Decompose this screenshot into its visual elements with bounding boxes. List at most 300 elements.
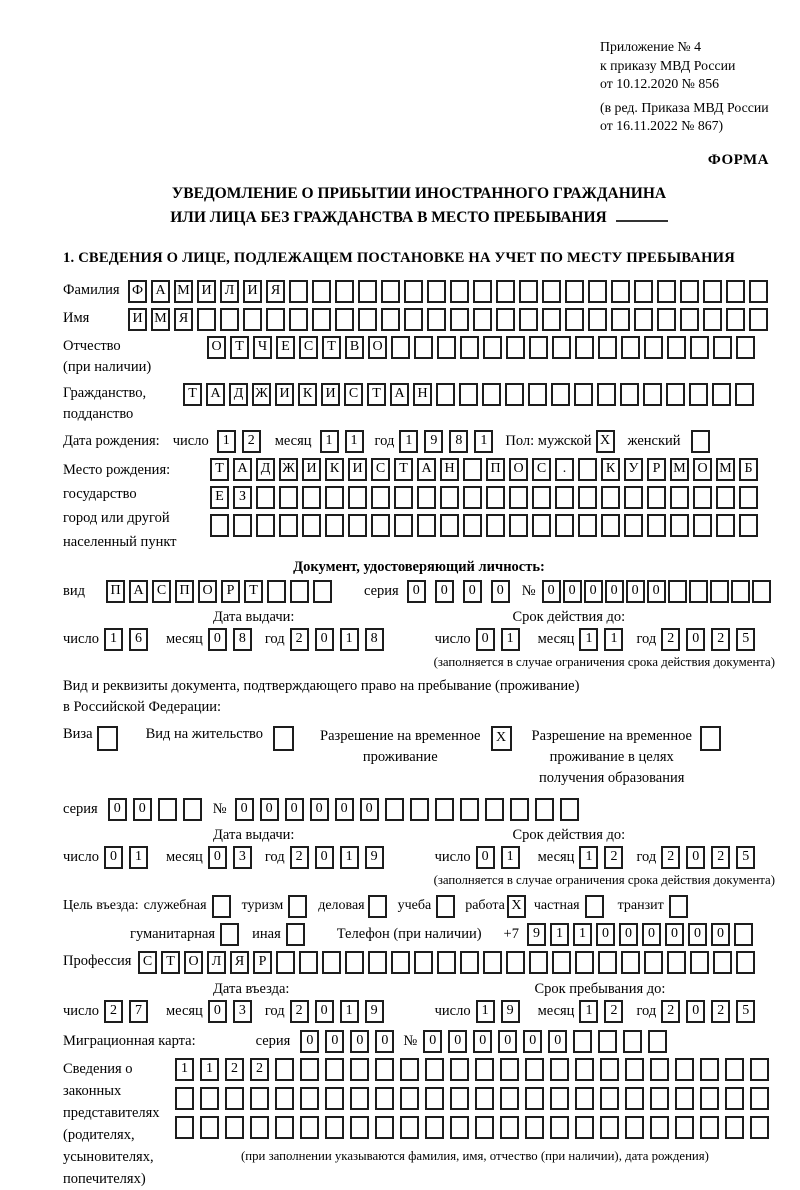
char-cell[interactable] [300, 1058, 319, 1081]
char-cell[interactable]: О [693, 458, 712, 481]
char-cell[interactable] [375, 1087, 394, 1110]
char-cell[interactable] [550, 1116, 569, 1139]
char-cell[interactable] [400, 1058, 419, 1081]
char-cell[interactable]: 0 [315, 628, 334, 651]
char-cell[interactable] [574, 383, 593, 406]
char-cell[interactable] [597, 383, 616, 406]
char-cell[interactable]: А [390, 383, 409, 406]
char-cell[interactable] [463, 486, 482, 509]
char-cell[interactable] [440, 486, 459, 509]
char-cell[interactable] [463, 458, 482, 481]
char-cell[interactable] [725, 1058, 744, 1081]
char-cell[interactable] [427, 280, 446, 303]
char-cell[interactable]: 2 [290, 1000, 309, 1023]
char-cell[interactable] [565, 308, 584, 331]
char-cell[interactable] [725, 1116, 744, 1139]
char-cell[interactable]: О [207, 336, 226, 359]
char-cell[interactable] [348, 514, 367, 537]
char-cell[interactable]: Я [174, 308, 193, 331]
char-cell[interactable] [689, 580, 708, 603]
char-cell[interactable]: К [601, 458, 620, 481]
char-cell[interactable] [713, 951, 732, 974]
char-cell[interactable]: 1 [501, 846, 520, 869]
char-cell[interactable] [575, 1087, 594, 1110]
char-cell[interactable]: Т [322, 336, 341, 359]
char-cell[interactable] [500, 1058, 519, 1081]
char-cell[interactable]: А [151, 280, 170, 303]
char-cell[interactable] [725, 1087, 744, 1110]
char-cell[interactable]: 1 [340, 1000, 359, 1023]
char-cell[interactable] [647, 514, 666, 537]
char-cell[interactable] [450, 280, 469, 303]
char-cell[interactable] [267, 580, 286, 603]
char-cell[interactable]: 0 [463, 580, 482, 603]
char-cell[interactable] [693, 514, 712, 537]
char-cell[interactable] [529, 951, 548, 974]
char-cell[interactable]: 0 [596, 923, 615, 946]
char-cell[interactable]: 1 [550, 923, 569, 946]
char-cell[interactable] [588, 280, 607, 303]
char-cell[interactable] [506, 336, 525, 359]
char-cell[interactable] [552, 336, 571, 359]
char-cell[interactable] [381, 308, 400, 331]
char-cell[interactable] [375, 1058, 394, 1081]
char-cell[interactable]: X [596, 430, 615, 453]
char-cell[interactable]: X [491, 726, 512, 751]
char-cell[interactable] [450, 1058, 469, 1081]
char-cell[interactable] [519, 280, 538, 303]
char-cell[interactable] [200, 1087, 219, 1110]
char-cell[interactable]: 1 [579, 846, 598, 869]
char-cell[interactable] [506, 951, 525, 974]
char-cell[interactable]: Т [244, 580, 263, 603]
char-cell[interactable] [225, 1116, 244, 1139]
char-cell[interactable]: 5 [736, 1000, 755, 1023]
char-cell[interactable]: Т [183, 383, 202, 406]
char-cell[interactable]: . [555, 458, 574, 481]
char-cell[interactable] [350, 1087, 369, 1110]
char-cell[interactable] [289, 280, 308, 303]
char-cell[interactable] [624, 514, 643, 537]
char-cell[interactable] [668, 580, 687, 603]
char-cell[interactable] [266, 308, 285, 331]
char-cell[interactable] [500, 1087, 519, 1110]
char-cell[interactable] [325, 514, 344, 537]
char-cell[interactable]: С [344, 383, 363, 406]
char-cell[interactable] [670, 514, 689, 537]
char-cell[interactable] [460, 336, 479, 359]
char-cell[interactable] [666, 383, 685, 406]
char-cell[interactable]: 1 [345, 430, 364, 453]
char-cell[interactable] [394, 486, 413, 509]
char-cell[interactable] [525, 1087, 544, 1110]
char-cell[interactable]: К [298, 383, 317, 406]
char-cell[interactable]: 2 [242, 430, 261, 453]
char-cell[interactable] [578, 486, 597, 509]
char-cell[interactable] [220, 308, 239, 331]
char-cell[interactable]: Я [266, 280, 285, 303]
char-cell[interactable]: О [509, 458, 528, 481]
char-cell[interactable] [643, 383, 662, 406]
char-cell[interactable]: 0 [647, 580, 666, 603]
char-cell[interactable]: 0 [285, 798, 304, 821]
char-cell[interactable] [475, 1058, 494, 1081]
char-cell[interactable] [404, 280, 423, 303]
char-cell[interactable]: X [507, 895, 526, 918]
char-cell[interactable] [256, 514, 275, 537]
char-cell[interactable]: 0 [542, 580, 561, 603]
char-cell[interactable] [565, 280, 584, 303]
char-cell[interactable]: 8 [233, 628, 252, 651]
char-cell[interactable] [312, 280, 331, 303]
char-cell[interactable]: Ф [128, 280, 147, 303]
char-cell[interactable]: А [233, 458, 252, 481]
char-cell[interactable]: Б [739, 458, 758, 481]
char-cell[interactable] [473, 280, 492, 303]
char-cell[interactable] [325, 486, 344, 509]
char-cell[interactable] [414, 336, 433, 359]
char-cell[interactable] [425, 1116, 444, 1139]
char-cell[interactable] [158, 798, 177, 821]
char-cell[interactable]: 2 [661, 1000, 680, 1023]
char-cell[interactable] [436, 383, 455, 406]
char-cell[interactable] [437, 951, 456, 974]
char-cell[interactable] [690, 951, 709, 974]
char-cell[interactable]: П [106, 580, 125, 603]
char-cell[interactable]: 1 [579, 1000, 598, 1023]
char-cell[interactable] [542, 280, 561, 303]
char-cell[interactable]: 0 [476, 846, 495, 869]
char-cell[interactable]: 0 [686, 628, 705, 651]
char-cell[interactable] [500, 1116, 519, 1139]
char-cell[interactable] [726, 308, 745, 331]
char-cell[interactable]: Р [221, 580, 240, 603]
char-cell[interactable] [690, 336, 709, 359]
char-cell[interactable]: 1 [200, 1058, 219, 1081]
char-cell[interactable]: 0 [104, 846, 123, 869]
char-cell[interactable] [736, 336, 755, 359]
char-cell[interactable]: 1 [129, 846, 148, 869]
char-cell[interactable] [675, 1087, 694, 1110]
char-cell[interactable] [286, 923, 305, 946]
char-cell[interactable]: Д [256, 458, 275, 481]
char-cell[interactable]: Т [161, 951, 180, 974]
char-cell[interactable] [212, 895, 231, 918]
char-cell[interactable]: 2 [104, 1000, 123, 1023]
char-cell[interactable] [712, 383, 731, 406]
char-cell[interactable] [749, 308, 768, 331]
char-cell[interactable]: 0 [711, 923, 730, 946]
char-cell[interactable] [345, 951, 364, 974]
char-cell[interactable]: 0 [407, 580, 426, 603]
char-cell[interactable] [611, 280, 630, 303]
char-cell[interactable]: 5 [736, 846, 755, 869]
char-cell[interactable] [525, 1058, 544, 1081]
char-cell[interactable] [302, 514, 321, 537]
char-cell[interactable] [532, 486, 551, 509]
char-cell[interactable] [243, 308, 262, 331]
char-cell[interactable] [555, 486, 574, 509]
char-cell[interactable]: 9 [365, 846, 384, 869]
char-cell[interactable] [525, 1116, 544, 1139]
char-cell[interactable]: П [486, 458, 505, 481]
char-cell[interactable] [644, 336, 663, 359]
char-cell[interactable]: 0 [360, 798, 379, 821]
char-cell[interactable]: А [129, 580, 148, 603]
char-cell[interactable] [425, 1087, 444, 1110]
char-cell[interactable] [460, 798, 479, 821]
char-cell[interactable]: 9 [424, 430, 443, 453]
char-cell[interactable] [200, 1116, 219, 1139]
char-cell[interactable] [233, 514, 252, 537]
char-cell[interactable]: 0 [310, 798, 329, 821]
char-cell[interactable]: 0 [335, 798, 354, 821]
char-cell[interactable]: Ж [279, 458, 298, 481]
char-cell[interactable] [716, 486, 735, 509]
char-cell[interactable] [276, 951, 295, 974]
char-cell[interactable] [313, 580, 332, 603]
char-cell[interactable]: 2 [711, 1000, 730, 1023]
char-cell[interactable]: С [371, 458, 390, 481]
char-cell[interactable] [752, 580, 771, 603]
char-cell[interactable] [273, 726, 294, 751]
char-cell[interactable] [670, 486, 689, 509]
char-cell[interactable] [348, 486, 367, 509]
char-cell[interactable]: 1 [320, 430, 339, 453]
char-cell[interactable] [700, 1087, 719, 1110]
char-cell[interactable] [391, 336, 410, 359]
char-cell[interactable] [427, 308, 446, 331]
char-cell[interactable] [624, 486, 643, 509]
char-cell[interactable]: 0 [315, 1000, 334, 1023]
char-cell[interactable] [601, 486, 620, 509]
char-cell[interactable]: 0 [300, 1030, 319, 1053]
char-cell[interactable] [700, 726, 721, 751]
char-cell[interactable]: 2 [225, 1058, 244, 1081]
char-cell[interactable] [371, 514, 390, 537]
char-cell[interactable]: Р [647, 458, 666, 481]
char-cell[interactable] [475, 1116, 494, 1139]
char-cell[interactable]: Я [230, 951, 249, 974]
char-cell[interactable] [713, 336, 732, 359]
char-cell[interactable]: 0 [325, 1030, 344, 1053]
char-cell[interactable]: 8 [449, 430, 468, 453]
char-cell[interactable] [463, 514, 482, 537]
char-cell[interactable]: 0 [584, 580, 603, 603]
char-cell[interactable]: 0 [548, 1030, 567, 1053]
char-cell[interactable]: У [624, 458, 643, 481]
char-cell[interactable] [482, 383, 501, 406]
char-cell[interactable]: М [151, 308, 170, 331]
char-cell[interactable] [394, 514, 413, 537]
char-cell[interactable] [404, 308, 423, 331]
char-cell[interactable]: 0 [523, 1030, 542, 1053]
char-cell[interactable]: 0 [563, 580, 582, 603]
char-cell[interactable] [601, 514, 620, 537]
char-cell[interactable] [625, 1116, 644, 1139]
char-cell[interactable] [650, 1087, 669, 1110]
char-cell[interactable]: 8 [365, 628, 384, 651]
char-cell[interactable]: М [174, 280, 193, 303]
char-cell[interactable] [414, 951, 433, 974]
char-cell[interactable] [739, 486, 758, 509]
char-cell[interactable]: Ч [253, 336, 272, 359]
char-cell[interactable] [400, 1116, 419, 1139]
char-cell[interactable] [325, 1087, 344, 1110]
char-cell[interactable] [644, 951, 663, 974]
char-cell[interactable] [550, 1087, 569, 1110]
char-cell[interactable]: 0 [208, 846, 227, 869]
char-cell[interactable] [350, 1058, 369, 1081]
char-cell[interactable] [450, 1116, 469, 1139]
char-cell[interactable]: Л [220, 280, 239, 303]
char-cell[interactable] [598, 1030, 617, 1053]
char-cell[interactable] [279, 514, 298, 537]
char-cell[interactable] [551, 383, 570, 406]
char-cell[interactable] [560, 798, 579, 821]
char-cell[interactable]: 9 [365, 1000, 384, 1023]
char-cell[interactable]: 5 [736, 628, 755, 651]
char-cell[interactable]: 1 [340, 628, 359, 651]
char-cell[interactable] [575, 1116, 594, 1139]
char-cell[interactable]: Ж [252, 383, 271, 406]
char-cell[interactable] [600, 1087, 619, 1110]
char-cell[interactable]: 0 [435, 580, 454, 603]
char-cell[interactable] [552, 951, 571, 974]
char-cell[interactable] [625, 1058, 644, 1081]
char-cell[interactable]: 1 [579, 628, 598, 651]
char-cell[interactable]: 2 [661, 846, 680, 869]
char-cell[interactable] [657, 280, 676, 303]
char-cell[interactable]: 0 [473, 1030, 492, 1053]
char-cell[interactable] [183, 798, 202, 821]
char-cell[interactable]: П [175, 580, 194, 603]
char-cell[interactable] [437, 336, 456, 359]
char-cell[interactable]: И [243, 280, 262, 303]
char-cell[interactable] [509, 514, 528, 537]
char-cell[interactable] [529, 336, 548, 359]
char-cell[interactable] [693, 486, 712, 509]
char-cell[interactable] [486, 514, 505, 537]
char-cell[interactable] [625, 1087, 644, 1110]
char-cell[interactable] [703, 280, 722, 303]
char-cell[interactable]: О [368, 336, 387, 359]
char-cell[interactable] [532, 514, 551, 537]
char-cell[interactable]: И [321, 383, 340, 406]
char-cell[interactable] [371, 486, 390, 509]
char-cell[interactable]: 0 [315, 846, 334, 869]
char-cell[interactable] [620, 383, 639, 406]
char-cell[interactable]: 1 [604, 628, 623, 651]
char-cell[interactable] [475, 1087, 494, 1110]
char-cell[interactable] [220, 923, 239, 946]
char-cell[interactable]: 0 [133, 798, 152, 821]
char-cell[interactable] [510, 798, 529, 821]
char-cell[interactable]: 2 [711, 846, 730, 869]
char-cell[interactable]: 1 [217, 430, 236, 453]
char-cell[interactable]: 9 [501, 1000, 520, 1023]
char-cell[interactable] [350, 1116, 369, 1139]
char-cell[interactable] [675, 1116, 694, 1139]
char-cell[interactable] [175, 1116, 194, 1139]
char-cell[interactable]: 1 [175, 1058, 194, 1081]
char-cell[interactable] [555, 514, 574, 537]
char-cell[interactable] [325, 1058, 344, 1081]
char-cell[interactable] [417, 486, 436, 509]
char-cell[interactable]: 0 [642, 923, 661, 946]
char-cell[interactable]: 2 [711, 628, 730, 651]
char-cell[interactable] [600, 1058, 619, 1081]
char-cell[interactable] [703, 308, 722, 331]
char-cell[interactable]: Е [276, 336, 295, 359]
char-cell[interactable]: 0 [208, 1000, 227, 1023]
char-cell[interactable]: 0 [626, 580, 645, 603]
char-cell[interactable] [289, 308, 308, 331]
char-cell[interactable]: Т [230, 336, 249, 359]
char-cell[interactable] [634, 308, 653, 331]
char-cell[interactable] [175, 1087, 194, 1110]
char-cell[interactable]: 0 [498, 1030, 517, 1053]
char-cell[interactable]: 0 [375, 1030, 394, 1053]
char-cell[interactable]: Е [210, 486, 229, 509]
char-cell[interactable] [519, 308, 538, 331]
char-cell[interactable]: 0 [448, 1030, 467, 1053]
char-cell[interactable] [691, 430, 710, 453]
char-cell[interactable] [325, 1116, 344, 1139]
char-cell[interactable] [657, 308, 676, 331]
char-cell[interactable]: Л [207, 951, 226, 974]
char-cell[interactable] [275, 1058, 294, 1081]
char-cell[interactable] [750, 1087, 769, 1110]
char-cell[interactable] [667, 951, 686, 974]
char-cell[interactable]: 1 [399, 430, 418, 453]
char-cell[interactable] [197, 308, 216, 331]
char-cell[interactable]: 0 [665, 923, 684, 946]
char-cell[interactable]: И [275, 383, 294, 406]
char-cell[interactable] [650, 1058, 669, 1081]
char-cell[interactable] [621, 951, 640, 974]
char-cell[interactable]: Р [253, 951, 272, 974]
char-cell[interactable]: В [345, 336, 364, 359]
char-cell[interactable] [335, 308, 354, 331]
char-cell[interactable] [302, 486, 321, 509]
char-cell[interactable]: С [152, 580, 171, 603]
char-cell[interactable] [385, 798, 404, 821]
char-cell[interactable] [473, 308, 492, 331]
char-cell[interactable] [312, 308, 331, 331]
char-cell[interactable] [578, 458, 597, 481]
char-cell[interactable] [731, 580, 750, 603]
char-cell[interactable] [299, 951, 318, 974]
char-cell[interactable]: О [184, 951, 203, 974]
char-cell[interactable] [425, 1058, 444, 1081]
char-cell[interactable] [710, 580, 729, 603]
char-cell[interactable] [535, 798, 554, 821]
char-cell[interactable] [322, 951, 341, 974]
char-cell[interactable] [256, 486, 275, 509]
char-cell[interactable] [460, 951, 479, 974]
char-cell[interactable] [483, 951, 502, 974]
char-cell[interactable] [650, 1116, 669, 1139]
char-cell[interactable]: И [128, 308, 147, 331]
char-cell[interactable]: И [302, 458, 321, 481]
char-cell[interactable] [667, 336, 686, 359]
char-cell[interactable] [578, 514, 597, 537]
char-cell[interactable]: 2 [661, 628, 680, 651]
char-cell[interactable] [97, 726, 118, 751]
char-cell[interactable] [505, 383, 524, 406]
char-cell[interactable]: 6 [129, 628, 148, 651]
